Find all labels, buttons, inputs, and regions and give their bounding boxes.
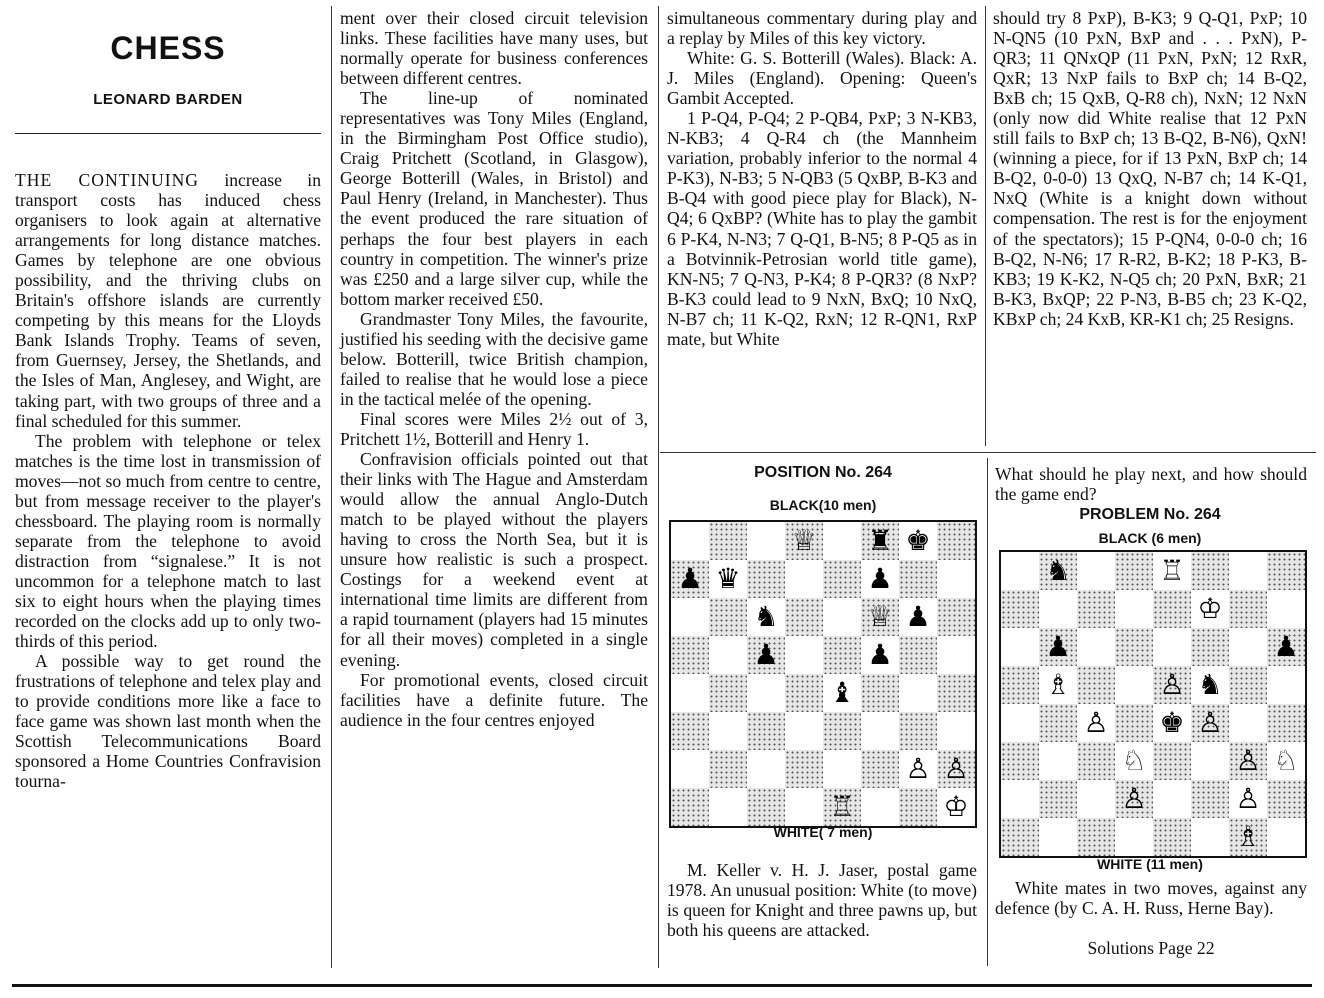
board-square bbox=[1077, 590, 1115, 628]
board-square bbox=[747, 788, 785, 826]
board-square bbox=[1001, 780, 1039, 818]
board-square bbox=[1001, 704, 1039, 742]
problem-caption: White mates in two moves, against any defence (by C. A. H. Russ, Herne Bay). bbox=[995, 878, 1307, 919]
board-square bbox=[823, 712, 861, 750]
board-square bbox=[1267, 552, 1305, 590]
chess-piece-square: ♖ bbox=[1159, 554, 1185, 587]
paragraph-text: increase in transport costs has induced chess organisers to look again at alternative arrangements for long distance matches. Games by telephone are one obvious possibility, and the thriving clubs on Britain's offshore islands are currently competing by this means for the Lloyds Bank Islands Trophy. Teams of seven, from Guernsey, Jersey, the Shetlands, and the Isles of Man, Anglesey, and Wight, are taking part, with two groups of three and a final scheduled for this summer. bbox=[15, 170, 321, 431]
chess-piece-square: ♞ bbox=[1039, 552, 1077, 590]
position-question: What should he play next, and how should the game end? bbox=[995, 464, 1307, 505]
board-square bbox=[709, 788, 747, 826]
chess-piece-square: ♟ bbox=[1267, 628, 1305, 666]
chess-piece-square: ♞ bbox=[753, 600, 779, 633]
chess-piece-square: ♙ bbox=[905, 752, 931, 785]
board-square bbox=[709, 674, 747, 712]
column-divider bbox=[987, 458, 988, 966]
article-header bbox=[15, 8, 321, 170]
page-bottom-rule bbox=[12, 984, 1312, 987]
board-square bbox=[671, 636, 709, 674]
board-square bbox=[1153, 742, 1191, 780]
paragraph bbox=[15, 170, 321, 431]
board-square bbox=[671, 750, 709, 788]
paragraph: Confravision officials pointed out that their links with The Hague and Amsterdam would allow the annual Anglo-Dutch match to be played without the players having to cross the North Sea, but it is unsure how realistic is such a prospect. Costings for a weekend event at international time limits are different from a rapid tournament (players had 15 minutes for all their moves) completed in a single evening. bbox=[340, 449, 648, 670]
board-square bbox=[747, 750, 785, 788]
position-black-label: BLACK(10 men) bbox=[769, 497, 877, 513]
board-square bbox=[1039, 742, 1077, 780]
board-square bbox=[1001, 666, 1039, 704]
board-square bbox=[937, 598, 975, 636]
chess-piece-square: ♚ bbox=[1159, 706, 1185, 739]
board-square bbox=[823, 598, 861, 636]
board-square bbox=[1077, 552, 1115, 590]
column-4 bbox=[993, 8, 1307, 329]
board-square bbox=[1115, 590, 1153, 628]
chess-piece-square: ♚ bbox=[905, 524, 931, 557]
chess-piece-square: ♖ bbox=[823, 788, 861, 826]
board-square bbox=[1267, 704, 1305, 742]
board-square bbox=[785, 788, 823, 826]
chess-piece-square: ♙ bbox=[1191, 704, 1229, 742]
board-square bbox=[1115, 704, 1153, 742]
chess-piece-square: ♜ bbox=[861, 522, 899, 560]
board-square bbox=[1267, 666, 1305, 704]
chess-piece-square: ♙ bbox=[1153, 666, 1191, 704]
board-square bbox=[785, 560, 823, 598]
game-moves-continued: should try 8 PxP), B-K3; 9 Q-Q1, PxP; 10 N-QN5 (10 PxN, BxP and . . . PxN), P-QR3; 11 QNxQP (11 PxN, PxN; 12 RxR, QxR; 13 NxP fails to BxP ch; 14 B-Q2, BxB ch; 15 QxB, Q-R8 ch), NxN; 12 NxN (only now did White realise that 12 PxN still fails to BxP ch; 13 B-Q2, B-N6), QxN! (winning a piece, for if 13 PxN, BxP ch; 14 B-Q2, 0-0-0) 13 QxQ, N-B7 ch; 14 K-Q1, NxQ (White is a knight down without compensation. The rest is for the enjoyment of the spectators); 15 P-QN4, 0-0-0 ch; 16 B-Q2, N-N6; 17 R-R2, B-K2; 18 P-K3, B-KB3; 19 K-K2, N-Q5 ch; 20 PxN, BxR; 21 B-K3, BxQP; 22 P-N3, B-B5 ch; 23 K-Q2, KBxP ch; 24 KxB, KR-K1 ch; 25 Resigns. bbox=[993, 8, 1307, 329]
problem-title: PROBLEM No. 264 bbox=[1079, 506, 1221, 523]
board-square bbox=[1153, 780, 1191, 818]
paragraph: A possible way to get round the frustrations of telephone and telex play and to provide conditions more like a face to face game was shown last month when the Scottish Telecommunications Board sponsored a Home Countries Confravision tourna- bbox=[15, 651, 321, 792]
header-rule bbox=[15, 133, 321, 134]
paragraph: The problem with telephone or telex matches is the time lost in transmission of moves—not so much from centre to centre, but from message receiver to the player's chessboard. The playing room is normally separate from the telephone to avoid distraction from “signalese.” It is not uncommon for a telephone match to last six to eight hours when the playing times recorded on the clocks add up to only two-thirds of this period. bbox=[15, 430, 321, 652]
board-square bbox=[1153, 628, 1191, 666]
board-square bbox=[1267, 780, 1305, 818]
board-square bbox=[899, 712, 937, 750]
board-square bbox=[937, 560, 975, 598]
position-title: POSITION No. 264 bbox=[754, 464, 892, 481]
board-square bbox=[671, 788, 709, 826]
chess-piece-square: ♙ bbox=[1235, 782, 1261, 815]
game-moves: 1 P-Q4, P-Q4; 2 P-QB4, PxP; 3 N-KB3, N-KB3; 4 Q-R4 ch (the Mannheim variation, probably inferior to the normal 4 P-K3), N-B3; 5 N-QB3 (5 QxBP, B-K3 and B-Q4 with good piece play for Black), N-Q4; 6 QxBP? (White has to play the gambit 6 P-K4, N-N3; 7 Q-Q1, B-N5; 8 P-Q5 as in a Botvinnik-Petrosian world title game), KN-N5; 7 Q-N3, P-K4; 8 P-QR3? (8 NxP? B-K3 could lead to 9 NxN, BxQ; 10 NxQ, N-B7 ch; 11 K-Q2, RxN; 12 R-QN1, RxP mate, but White bbox=[667, 108, 977, 349]
column-divider bbox=[331, 6, 332, 968]
board-square bbox=[709, 712, 747, 750]
paragraph: simultaneous commentary during play and a replay by Miles of this key victory. bbox=[667, 8, 977, 49]
board-square bbox=[899, 788, 937, 826]
board-square bbox=[1191, 742, 1229, 780]
board-square bbox=[1077, 666, 1115, 704]
diagram-section-rule bbox=[660, 452, 1316, 453]
board-square bbox=[1115, 818, 1153, 856]
chess-piece-square: ♔ bbox=[1197, 592, 1223, 625]
page-title: CHESS bbox=[110, 30, 226, 66]
board-square bbox=[1267, 818, 1305, 856]
board-square bbox=[1191, 628, 1229, 666]
chess-piece-square: ♟ bbox=[671, 560, 709, 598]
board-square bbox=[671, 598, 709, 636]
board-square bbox=[861, 788, 899, 826]
problem-white-label: WHITE (11 men) bbox=[1097, 856, 1203, 872]
board-square bbox=[1077, 628, 1115, 666]
paragraph: Grandmaster Tony Miles, the favourite, justified his seeding with the decisive game below. Botterill, twice British champion, failed to realise that he would lose a piece in the tactical melée of the opening. bbox=[340, 308, 648, 409]
board-square bbox=[1001, 742, 1039, 780]
board-square bbox=[937, 674, 975, 712]
column-2 bbox=[340, 8, 648, 730]
chess-piece-square: ♟ bbox=[905, 600, 931, 633]
chess-piece-square: ♙ bbox=[937, 750, 975, 788]
problem-black-label: BLACK (6 men) bbox=[1098, 530, 1202, 546]
board-square bbox=[823, 750, 861, 788]
board-square bbox=[1153, 590, 1191, 628]
board-square bbox=[1001, 590, 1039, 628]
board-square bbox=[671, 674, 709, 712]
board-square bbox=[709, 522, 747, 560]
board-square bbox=[899, 560, 937, 598]
chess-piece-square: ♟ bbox=[867, 638, 893, 671]
board-square bbox=[1077, 780, 1115, 818]
board-square bbox=[899, 674, 937, 712]
board-square bbox=[785, 712, 823, 750]
board-square bbox=[785, 636, 823, 674]
board-square bbox=[1039, 704, 1077, 742]
paragraph: ment over their closed circuit television links. These facilities have many uses, but normally operate for business conferences between different centres. bbox=[340, 8, 648, 89]
chess-piece-square: ♞ bbox=[1197, 668, 1223, 701]
board-square bbox=[709, 750, 747, 788]
board-square bbox=[1077, 818, 1115, 856]
chess-piece-square: ♕ bbox=[785, 522, 823, 560]
column-divider bbox=[985, 6, 986, 446]
board-square bbox=[1039, 780, 1077, 818]
chess-piece-square: ♝ bbox=[829, 676, 855, 709]
solutions-note: Solutions Page 22 bbox=[1087, 938, 1215, 958]
board-square bbox=[861, 712, 899, 750]
board-square bbox=[1001, 552, 1039, 590]
board-square bbox=[1039, 818, 1077, 856]
board-square bbox=[785, 598, 823, 636]
chess-piece-square: ♗ bbox=[1045, 668, 1071, 701]
board-square bbox=[861, 750, 899, 788]
chess-piece-square: ♙ bbox=[1229, 742, 1267, 780]
board-square bbox=[785, 674, 823, 712]
board-square bbox=[861, 674, 899, 712]
game-header: White: G. S. Botterill (Wales). Black: A. J. Miles (England). Opening: Queen's Gambit Accepted. bbox=[667, 48, 977, 109]
board-square bbox=[1001, 628, 1039, 666]
chess-piece-square: ♟ bbox=[867, 562, 893, 595]
position-caption: M. Keller v. H. J. Jaser, postal game 1978. An unusual position: White (to move) is queen for Knight and three pawns up, but both his queens are attacked. bbox=[667, 860, 977, 941]
board-square bbox=[1115, 628, 1153, 666]
board-square bbox=[671, 712, 709, 750]
board-square bbox=[1191, 780, 1229, 818]
chess-piece-square: ♕ bbox=[861, 598, 899, 636]
board-square bbox=[937, 522, 975, 560]
problem-board bbox=[999, 550, 1307, 858]
byline: LEONARD BARDEN bbox=[93, 91, 243, 108]
board-square bbox=[1229, 704, 1267, 742]
board-square bbox=[1229, 590, 1267, 628]
column-3 bbox=[667, 8, 977, 349]
chess-piece-square: ♟ bbox=[1039, 628, 1077, 666]
board-square bbox=[747, 560, 785, 598]
lead-in: THE CONTINUING bbox=[15, 170, 199, 190]
board-square bbox=[1191, 552, 1229, 590]
board-square bbox=[823, 522, 861, 560]
board-square bbox=[937, 636, 975, 674]
board-square bbox=[747, 674, 785, 712]
chess-piece-square: ♙ bbox=[1083, 706, 1109, 739]
board-square bbox=[785, 750, 823, 788]
position-white-label: WHITE( 7 men) bbox=[773, 824, 873, 840]
board-square bbox=[1115, 666, 1153, 704]
board-square bbox=[937, 712, 975, 750]
chess-piece-square: ♗ bbox=[1229, 818, 1267, 856]
board-square bbox=[1229, 666, 1267, 704]
board-square bbox=[899, 636, 937, 674]
board-square bbox=[1267, 590, 1305, 628]
column-1 bbox=[15, 8, 321, 791]
board-square bbox=[1229, 628, 1267, 666]
board-square bbox=[823, 636, 861, 674]
chess-piece-square: ♛ bbox=[715, 562, 741, 595]
chess-piece-square: ♙ bbox=[1115, 780, 1153, 818]
chess-piece-square: ♔ bbox=[943, 790, 969, 823]
position-board bbox=[669, 520, 977, 828]
board-square bbox=[1077, 742, 1115, 780]
chess-piece-square: ♟ bbox=[747, 636, 785, 674]
board-square bbox=[747, 712, 785, 750]
board-square bbox=[1191, 818, 1229, 856]
board-square bbox=[823, 560, 861, 598]
board-square bbox=[1229, 552, 1267, 590]
board-square bbox=[747, 522, 785, 560]
chess-piece-square: ♘ bbox=[1273, 744, 1299, 777]
column-divider bbox=[658, 6, 659, 968]
chess-piece-square: ♘ bbox=[1121, 744, 1147, 777]
board-square bbox=[671, 522, 709, 560]
paragraph: For promotional events, closed circuit facilities have a definite future. The audience in the four centres enjoyed bbox=[340, 669, 648, 730]
board-square bbox=[1001, 818, 1039, 856]
board-square bbox=[709, 598, 747, 636]
paragraph: The line-up of nominated representatives was Tony Miles (England, in the Birmingham Post Office studio), Craig Pritchett (Scotland, in Glasgow), George Botterill (Wales, in Bristol) and Paul Henry (Ireland, in Manchester). Thus the event produced the rare situation of perhaps the four best players in each country in competition. The winner's prize was £250 and a large silver cup, while the bottom marker received £50. bbox=[340, 88, 648, 309]
paragraph: Final scores were Miles 2½ out of 3, Pritchett 1½, Botterill and Henry 1. bbox=[340, 408, 648, 449]
board-square bbox=[709, 636, 747, 674]
board-square bbox=[1039, 590, 1077, 628]
board-square bbox=[1115, 552, 1153, 590]
board-square bbox=[1153, 818, 1191, 856]
